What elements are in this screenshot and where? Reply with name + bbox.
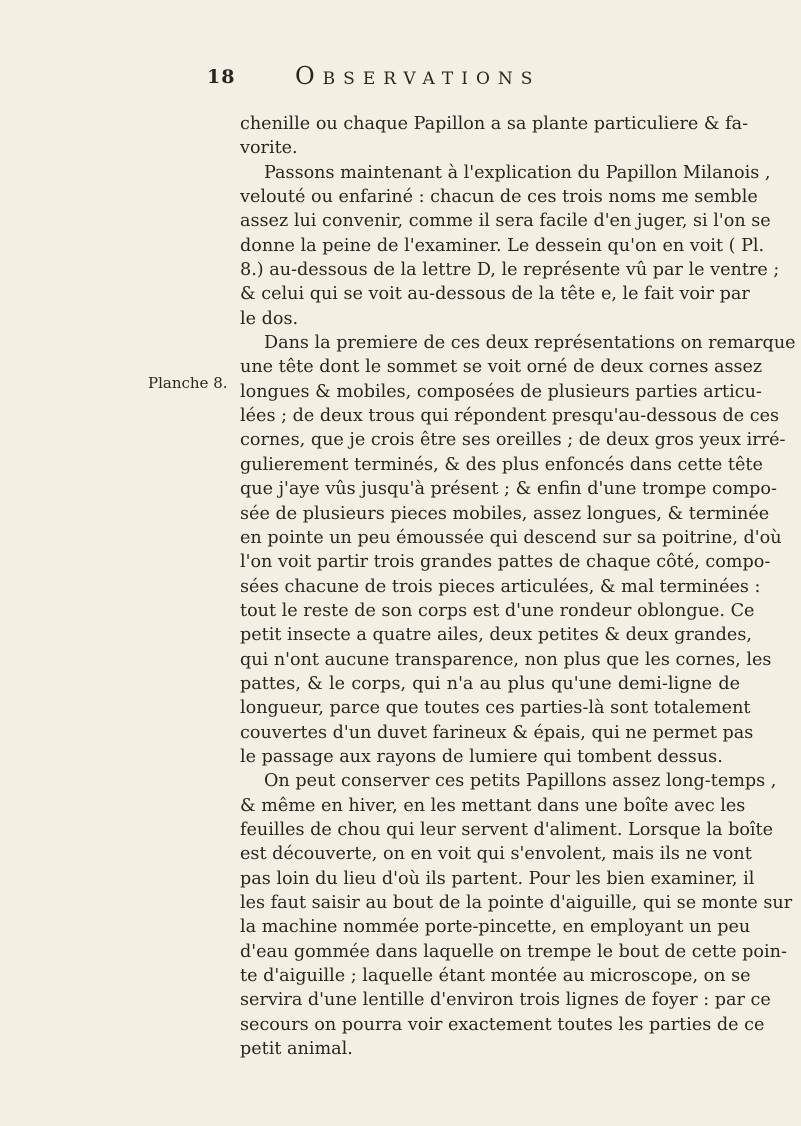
text-line: chenille ou chaque Papillon a sa plante particuliere & fa-: [240, 114, 749, 134]
text-line: sée de plusieurs pieces mobiles, assez longues, & terminée: [240, 503, 770, 524]
text-line: petit animal.: [240, 1039, 353, 1060]
text-line: longues & mobiles, composées de plusieurs parties articu-: [240, 381, 762, 402]
text-line: donne la peine de l'examiner. Le dessein qu'on en voit ( Pl.: [240, 235, 765, 256]
margin-note: Planche 8.: [148, 374, 228, 392]
page-number: 18: [207, 66, 236, 88]
text-line: On peut conserver ces petits Papillons assez long-temps ,: [264, 771, 777, 792]
text-line: qui n'ont aucune transparence, non plus que les cornes, les: [240, 649, 772, 670]
text-line: longueur, parce que toutes ces parties-là sont totalement: [240, 698, 751, 719]
text-line: petit insecte a quatre ailes, deux petites & deux grandes,: [240, 625, 752, 646]
page-header: [207, 62, 607, 96]
text-line: Passons maintenant à l'explication du Papillon Milanois ,: [264, 162, 771, 183]
text-line: velouté ou enfariné : chacun de ces trois noms me semble: [240, 187, 758, 208]
text-line: assez lui convenir, comme il sera facile d'en juger, si l'on se: [240, 211, 771, 232]
text-line: le passage aux rayons de lumiere qui tombent dessus.: [240, 746, 723, 767]
text-line: gulierement terminés, & des plus enfoncés dans cette tête: [240, 454, 763, 475]
text-line: lées ; de deux trous qui répondent presqu'au-dessous de ces: [240, 406, 780, 427]
text-line: est découverte, on en voit qui s'envolent, mais ils ne vont: [240, 844, 752, 865]
text-line: feuilles de chou qui leur servent d'aliment. Lorsque la boîte: [240, 819, 774, 840]
text-line: que j'aye vûs jusqu'à présent ; & enfin d'une trompe compo-: [240, 479, 777, 500]
text-line: pas loin du lieu d'où ils partent. Pour les bien examiner, il: [240, 868, 755, 889]
text-line: te d'aiguille ; laquelle étant montée au microscope, on se: [240, 966, 751, 987]
text-line: vorite.: [240, 138, 298, 159]
text-line: tout le reste de son corps est d'une rondeur oblongue. Ce: [240, 600, 755, 621]
text-line: en pointe un peu émoussée qui descend sur sa poitrine, d'où: [240, 527, 782, 548]
text-line: couvertes d'un duvet farineux & épais, qui ne permet pas: [240, 722, 754, 743]
text-line: l'on voit partir trois grandes pattes de chaque côté, compo-: [240, 552, 771, 573]
text-line: servira d'une lentille d'environ trois lignes de foyer : par ce: [240, 990, 771, 1011]
text-line: le dos.: [240, 308, 299, 329]
body-text: [240, 112, 796, 1061]
text-line: sées chacune de trois pieces articulées, & mal terminées :: [240, 576, 761, 597]
text-line: une tête dont le sommet se voit orné de deux cornes assez: [240, 357, 763, 378]
text-line: cornes, que je crois être ses oreilles ; de deux gros yeux irré-: [240, 430, 786, 451]
text-line: & celui qui se voit au-dessous de la tête e, le fait voir par: [240, 284, 750, 305]
text-line: pattes, & le corps, qui n'a au plus qu'une demi-ligne de: [240, 673, 740, 694]
text-line: d'eau gommée dans laquelle on trempe le bout de cette poin-: [240, 941, 787, 962]
text-line: les faut saisir au bout de la pointe d'aiguille, qui se monte sur: [240, 893, 793, 913]
text-line: la machine nommée porte-pincette, en employant un peu: [240, 917, 751, 938]
text-line: secours on pourra voir exactement toutes les parties de ce: [240, 1014, 765, 1035]
text-line: 8.) au-dessous de la lettre D, le représente vû par le ventre ;: [240, 260, 780, 281]
text-line: Dans la premiere de ces deux représentations on remarque: [264, 333, 796, 354]
running-title: Observations: [295, 62, 541, 90]
text-line: & même en hiver, en les mettant dans une boîte avec les: [240, 795, 746, 816]
